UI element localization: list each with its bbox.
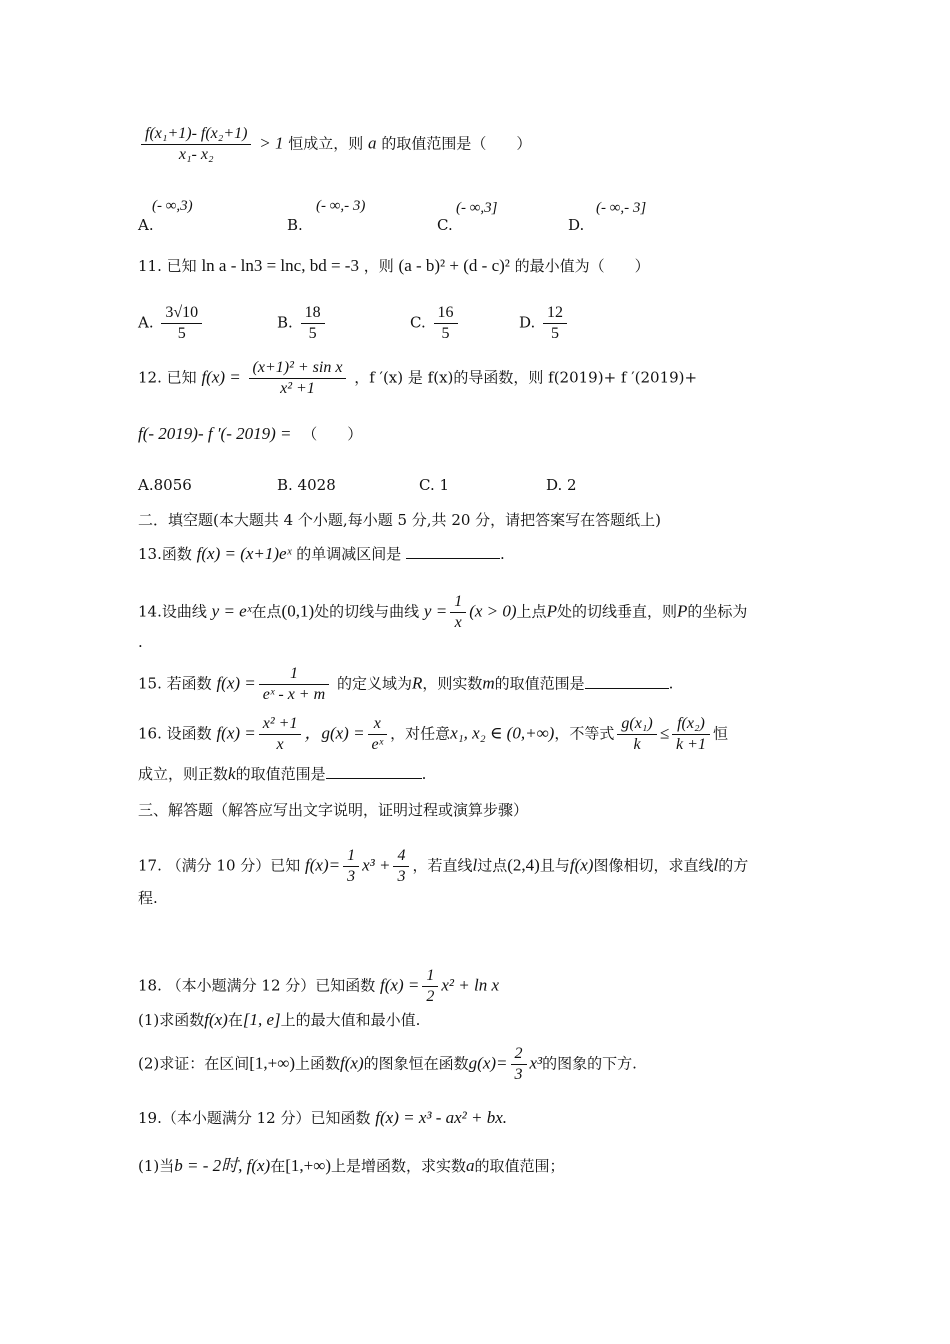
q16-mid2: ，不等式 — [554, 724, 615, 743]
q19-p1-e: 的取值范围； — [474, 1157, 565, 1175]
q16-f-lhs: f(x) = — [216, 723, 256, 743]
q18-pre: （本小题满分 12 分）已知函数 — [166, 976, 376, 995]
q16-ineq-num1: g(x₁) — [621, 715, 653, 732]
q16-stem — [138, 714, 728, 755]
q13-pre: 函数 — [161, 545, 192, 563]
q12-line2 — [138, 424, 362, 444]
q14-line2: . — [138, 633, 143, 651]
q11-number: 11. — [138, 257, 162, 275]
q17-lhs: f(x)= — [305, 855, 341, 875]
q14-P2: P — [676, 601, 688, 621]
q11-option-a-num: 3√10 — [165, 304, 199, 321]
q16-f-num: x² +1 — [262, 715, 298, 732]
q11-option-c-label: C. — [410, 313, 426, 332]
q12-number: 12. — [138, 368, 162, 387]
q14-pre: 设曲线 — [161, 602, 207, 621]
q10-cond: > 1 — [259, 133, 284, 153]
q11-mid: ，则 — [363, 257, 394, 275]
q14-curve2-lhs: y = — [423, 601, 448, 621]
q18-part2 — [138, 1044, 637, 1085]
q16-g-den: eˣ — [368, 734, 388, 755]
q13-expression: f(x) = (x+1)eˣ — [196, 544, 292, 563]
q13-number: 13. — [138, 545, 162, 563]
q19-part1 — [138, 1156, 565, 1176]
q11-stem — [138, 256, 650, 276]
q15-num: 1 — [289, 665, 298, 682]
q11-option-b-den: 5 — [301, 323, 325, 344]
q11-option-b-num: 18 — [304, 304, 321, 321]
q16-vars: x₁, x₂ ∈ (0,+∞) — [450, 723, 555, 743]
q14-stem — [138, 592, 747, 633]
q11-option-c-den: 5 — [434, 323, 458, 344]
q11-pre: 已知 — [166, 257, 197, 275]
q18-n: 1 — [426, 967, 435, 984]
q18-p2-b: 上函数 — [295, 1054, 341, 1073]
q18-rhs: x² + ln x — [441, 975, 499, 995]
q18-p2-interval: [1,+∞) — [249, 1053, 296, 1073]
q16-le: ≤ — [659, 723, 670, 743]
q11-condition: ln a - ln3 = lnc, bd = -3 — [201, 256, 359, 275]
q18-number: 18. — [138, 976, 162, 995]
q15-tail2: 的取值范围是 — [494, 674, 585, 693]
q11-tail: 的最小值为（ ） — [514, 257, 650, 275]
q13-answer-blank[interactable] — [406, 544, 500, 559]
q18-part1 — [138, 1010, 420, 1030]
q11-option-a-den: 5 — [161, 323, 202, 344]
q17-d2: 3 — [393, 866, 409, 887]
q12-line2-expr: f(- 2019)- f ′(- 2019) = — [138, 424, 292, 443]
q15-den: eˣ - x + m — [259, 684, 329, 705]
q19-p1-cond: b = - 2时, f(x) — [174, 1156, 271, 1175]
q16-line2 — [138, 764, 426, 784]
q19-stem — [138, 1108, 507, 1128]
q10-option-b-label: B. — [287, 216, 303, 234]
q14-curve: y = eˣ — [211, 601, 252, 621]
q18-stem — [138, 966, 499, 1007]
q15-pre: 若函数 — [166, 674, 212, 693]
q10-option-d-label: D. — [568, 216, 585, 234]
q10-condition — [138, 124, 531, 165]
q14-cond: (x > 0) — [469, 601, 517, 621]
q16-end: . — [421, 765, 427, 783]
q10-option-c: (- ∞,3] — [456, 200, 498, 216]
q17-d1: 3 — [343, 866, 359, 887]
q17-point: (2,4) — [507, 855, 540, 875]
q14-b: 处的切线与曲线 — [314, 602, 420, 621]
q18-p2-d: 3 — [511, 1064, 527, 1085]
q18-p2-f: f(x) — [340, 1053, 364, 1073]
q18-p1-interval: [1, e] — [242, 1010, 281, 1029]
q12-option-d: D. 2 — [546, 476, 577, 494]
q18-p2-x: x³ — [529, 1053, 543, 1073]
q13-tail: 的单调减区间是 — [296, 545, 402, 563]
q19-pre: （本小题满分 12 分）已知函数 — [161, 1109, 371, 1127]
q19-number: 19. — [138, 1109, 162, 1127]
q18-d: 2 — [422, 986, 438, 1007]
q12-f-lhs: f(x) = — [201, 367, 241, 387]
section-3-heading: 三、解答题（解答应写出文字说明，证明过程或演算步骤） — [138, 801, 529, 819]
q17-d: 图像相切，求直线 — [593, 856, 714, 875]
q13-stem — [138, 544, 505, 564]
q16-line2b: 的取值范围是 — [235, 765, 326, 783]
q19-p1-interval: [1,+∞) — [285, 1156, 332, 1175]
q14-number: 14. — [138, 602, 162, 621]
q16-g-num: x — [373, 715, 381, 732]
q16-tail: 恒 — [712, 724, 728, 743]
q10-option-d: (- ∞,- 3] — [596, 200, 647, 216]
q10-option-c-label: C. — [437, 216, 453, 234]
q13-end: . — [499, 545, 505, 563]
q12-line2-tail: （ ） — [302, 425, 363, 443]
q11-option-d-den: 5 — [543, 323, 567, 344]
q15-R: R — [411, 673, 423, 693]
q18-p1: (1)求函数 — [138, 1011, 205, 1029]
q18-p1-c: 上的最大值和最小值. — [280, 1011, 421, 1029]
q17-stem — [138, 846, 748, 887]
q10-option-b: (- ∞,- 3) — [316, 198, 366, 214]
q14-curve2-den: x — [450, 612, 466, 633]
q14-curve2-num: 1 — [454, 593, 463, 610]
q12-option-b: B. 4028 — [277, 476, 336, 494]
q16-g-lhs: ，g(x) = — [304, 723, 365, 743]
q17-l2: l — [713, 855, 719, 875]
q12-pre: 已知 — [166, 368, 197, 387]
q17-l: l — [472, 855, 478, 875]
q16-pre: 设函数 — [166, 724, 212, 743]
q10-frac-num: f(x₁+1)- f(x₂+1) — [145, 125, 248, 142]
q12-option-c: C. 1 — [419, 476, 450, 494]
q16-ineq-num2: f(x₂) — [677, 715, 705, 732]
q12-stem — [138, 358, 697, 399]
q15-end: . — [668, 674, 674, 693]
q18-p1-f: f(x) — [204, 1010, 228, 1029]
q17-n2: 4 — [397, 847, 406, 864]
q16-mid: ，对任意 — [390, 724, 451, 743]
q16-ineq-den2: k +1 — [672, 734, 710, 755]
q17-pre: （满分 10 分）已知 — [166, 856, 301, 875]
q19-p1-d: 上是增函数，求实数 — [331, 1157, 467, 1175]
q18-p2-g: g(x)= — [468, 1053, 508, 1073]
q10-option-a: (- ∞,3) — [152, 198, 193, 214]
q14-c: 上点 — [516, 602, 547, 621]
q17-fx: f(x) — [569, 855, 594, 875]
q15-m: m — [482, 673, 495, 693]
q15-lhs: f(x) = — [216, 673, 256, 693]
q12-option-a: A.8056 — [138, 476, 192, 494]
q18-p2-c: 的图象恒在函数 — [363, 1054, 469, 1073]
q14-P: P — [546, 601, 557, 621]
q17-e: 的方 — [718, 856, 749, 875]
q11-option-d-label: D. — [519, 313, 536, 332]
q17-number: 17. — [138, 856, 162, 875]
q14-a: 在点 — [251, 602, 282, 621]
q11-option-b — [277, 303, 328, 344]
q17-c: 且与 — [539, 856, 570, 875]
q11-option-d-num: 12 — [547, 304, 564, 321]
q10-fraction — [141, 124, 251, 165]
q11-option-a — [138, 303, 205, 344]
q11-option-a-label: A. — [138, 313, 154, 332]
q15-answer-blank[interactable] — [585, 674, 669, 689]
q19-a: a — [466, 1156, 475, 1175]
q15-mid: 的定义域为 — [336, 674, 412, 693]
q16-number: 16. — [138, 724, 162, 743]
q17-mid: x³ + — [362, 855, 391, 875]
q16-ineq-den1: k — [617, 734, 656, 755]
q12-f-num: (x+1)² + sin x — [252, 359, 343, 376]
q17-line2: 程. — [138, 889, 158, 907]
q19-p1: (1)当 — [138, 1157, 175, 1175]
q16-line2-text: 成立，则正数 — [138, 765, 229, 783]
q11-option-c-num: 16 — [437, 304, 454, 321]
q11-option-c — [410, 303, 461, 344]
q14-d: 处的切线垂直，则 — [556, 602, 677, 621]
q10-frac-den: x₁- x₂ — [141, 144, 251, 165]
q16-f-den: x — [259, 734, 302, 755]
q16-k: k — [228, 764, 236, 783]
q14-e: 的坐标为 — [687, 602, 748, 621]
q18-p2: (2)求证：在区间 — [138, 1054, 250, 1073]
section-2-heading: 二．填空题(本大题共 4 个小题,每小题 5 分,共 20 分，请把答案写在答题纸上) — [138, 511, 662, 529]
q10-var: a — [368, 133, 377, 153]
q11-option-b-label: B. — [277, 313, 293, 332]
q10-tail: 的取值范围是（ ） — [381, 134, 532, 153]
q12-f-den: x² +1 — [249, 378, 347, 399]
q18-p2-e: 的图象的下方. — [542, 1054, 637, 1073]
q17-a: ，若直线 — [412, 856, 473, 875]
q11-expression: (a - b)² + (d - c)² — [398, 256, 510, 275]
q15-stem — [138, 664, 673, 705]
q18-lhs: f(x) = — [380, 975, 420, 995]
q14-point: (0,1) — [281, 601, 315, 621]
q12-mid: ，f ′(x) 是 f(x)的导函数，则 f(2019)+ f ′(2019)+ — [354, 368, 698, 387]
q17-n1: 1 — [347, 847, 356, 864]
q18-p2-n: 2 — [514, 1045, 523, 1062]
q15-tail: ，则实数 — [422, 674, 483, 693]
q10-text: 恒成立，则 — [288, 134, 364, 153]
q19-expression: f(x) = x³ - ax² + bx. — [375, 1108, 508, 1127]
q16-answer-blank[interactable] — [326, 764, 422, 779]
q19-p1-b: 在 — [270, 1157, 286, 1175]
q10-option-a-label: A. — [138, 216, 154, 234]
q18-p1-b: 在 — [227, 1011, 243, 1029]
q17-b: 过点 — [477, 856, 508, 875]
q11-option-d — [519, 303, 570, 344]
q15-number: 15. — [138, 674, 162, 693]
